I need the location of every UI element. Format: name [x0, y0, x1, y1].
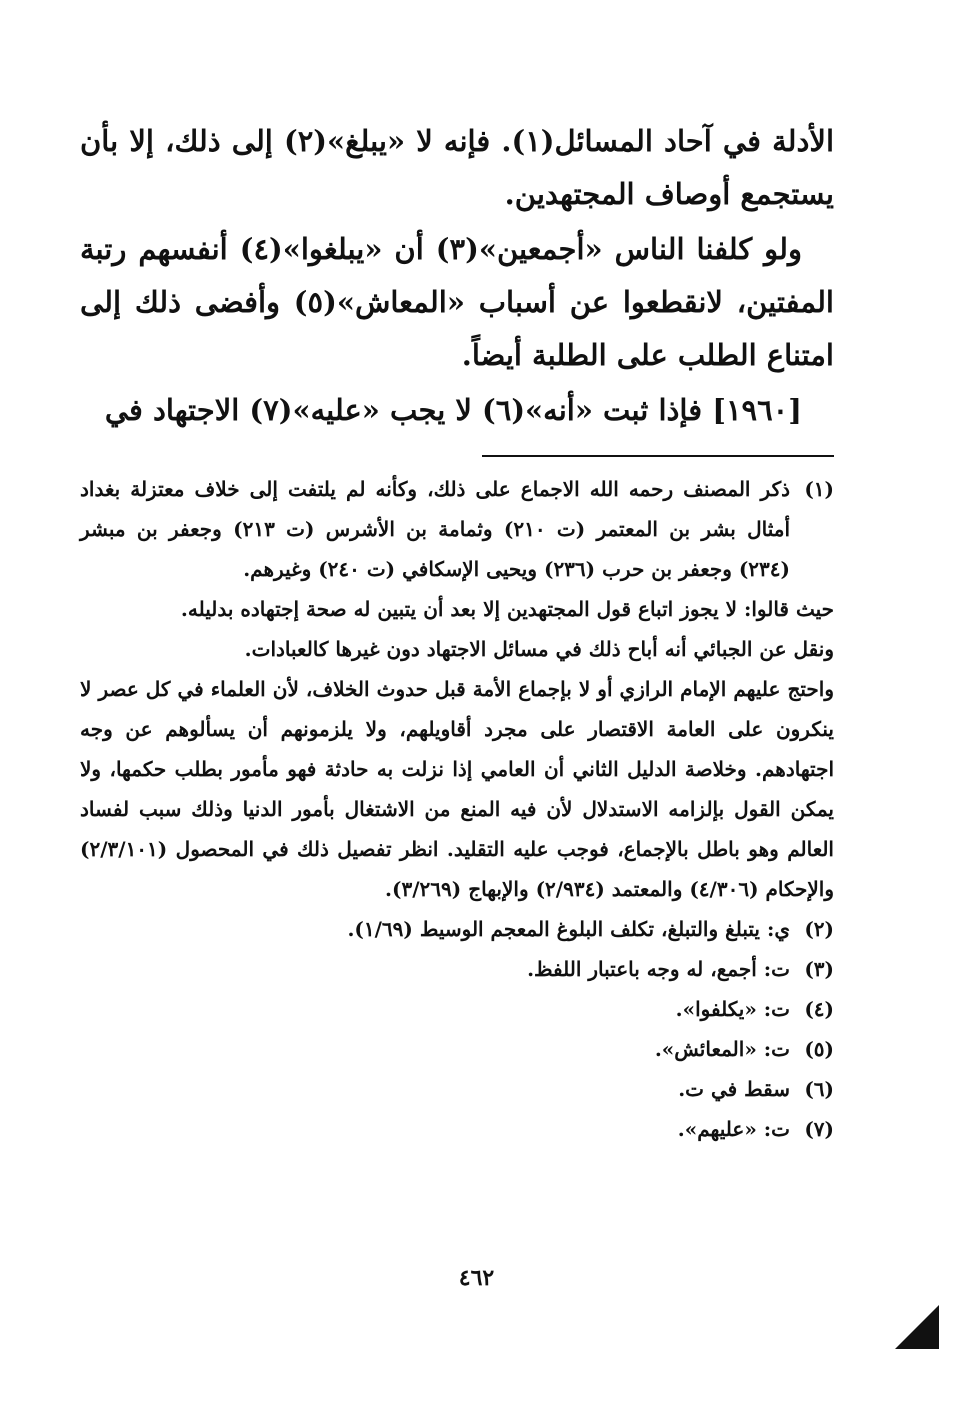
- footnote-number: (٥): [804, 1037, 834, 1061]
- footnote-text: حيث قالوا: لا يجوز اتباع قول المجتهدين إلا بعد أن يتبين له صحة إجتهاده بدليله.: [180, 597, 834, 621]
- footnote-text: ت: «عليهم».: [677, 1117, 790, 1141]
- footnote-7: [80, 1109, 834, 1149]
- footnote-text: ت: أجمع، له وجه باعتبار اللفظ.: [527, 957, 790, 981]
- footnote-divider: [482, 455, 834, 457]
- page-number: ٤٦٢: [458, 1265, 495, 1291]
- footnote-number: (٢): [804, 917, 834, 941]
- footnote-6: [80, 1069, 834, 1109]
- footnote-number: (١): [804, 477, 834, 501]
- main-text: [80, 115, 834, 437]
- page-corner-triangle: [895, 1305, 939, 1349]
- footnote-1-continuation: [80, 589, 834, 909]
- footnote-1: [80, 469, 834, 589]
- footnotes: [80, 469, 834, 1149]
- footnote-text: سقط في ت.: [678, 1077, 790, 1101]
- footnote-3: [80, 949, 834, 989]
- footnote-text: ي: يتبلغ والتبلغ، تكلف البلوغ المعجم الوسيط (١/٦٩).: [347, 917, 790, 941]
- footnote-5: [80, 1029, 834, 1069]
- footnote-text: ت: «المعائش».: [654, 1037, 790, 1061]
- footnote-number: (٣): [804, 957, 834, 981]
- footnote-body: [80, 469, 790, 589]
- main-paragraph-1: الأدلة في آحاد المسائل(١). فإنه لا «يبلغ»(٢) إلى ذلك، إلا بأن يستجمع أوصاف المجتهدين.: [80, 124, 834, 211]
- main-paragraph-3: [١٩٦٠] فإذا ثبت «أنه»(٦) لا يجب «عليه»(٧) الاجتهاد في: [104, 393, 802, 427]
- footnote-number: (٤): [804, 997, 834, 1021]
- footnote-2: [80, 909, 834, 949]
- footnote-text: واحتج عليهم الإمام الرازي أو لا بإجماع الأمة قبل حدوث الخلاف، لأن العلماء في كل عصر لا ينكرون على العامة الاقتصار على مجرد أقاويلهم، ولا يلزمونهم أن يسألوهم عن وجه اجتهادهم. وخلاصة الدليل الثاني أن العامي إذا نزلت به حادثة فهو مأمور بطلب حكمها، ولا يمكن القول بإلزامه الاستدلال لأن فيه المنع من الاشتغال بأمور الدنيا وذلك سبب لفساد العالم وهو باطل بالإجماع، فوجب عليه التقليد. انظر تفصيل ذلك في المحصول (٢/٣/١٠١) والإحكام (٤/٣٠٦) والمعتمد (٢/٩٣٤) والإبهاج (٣/٢٦٩).: [80, 677, 834, 901]
- main-paragraph-2: ولو كلفنا الناس «أجمعين»(٣) أن «يبلغوا»(٤) أنفسهم رتبة المفتين، لانقطعوا عن أسباب «المعاش»(٥) وأفضى ذلك إلى امتناع الطلب على الطلبة أيضاً.: [80, 232, 834, 372]
- footnote-text: ذكر المصنف رحمه الله الاجماع على ذلك، وكأنه لم يلتفت إلى خلاف معتزلة بغداد أمثال بشر بن المعتمر (ت ٢١٠) وثمامة بن الأشرس (ت ٢١٣) وجعفر بن مبشر (٢٣٤) وجعفر بن حرب (٢٣٦) ويحيى الإسكافي (ت ٢٤٠) وغيرهم.: [80, 477, 791, 581]
- footnote-text: ت: «يكلفوا».: [675, 997, 790, 1021]
- footnote-text: ونقل عن الجبائي أنه أباح ذلك في مسائل الاجتهاد دون غيرها كالعبادات.: [244, 637, 834, 661]
- page-content: [80, 115, 834, 1149]
- footnote-number: (٦): [804, 1077, 834, 1101]
- footnote-number: (٧): [804, 1117, 834, 1141]
- footnote-4: [80, 989, 834, 1029]
